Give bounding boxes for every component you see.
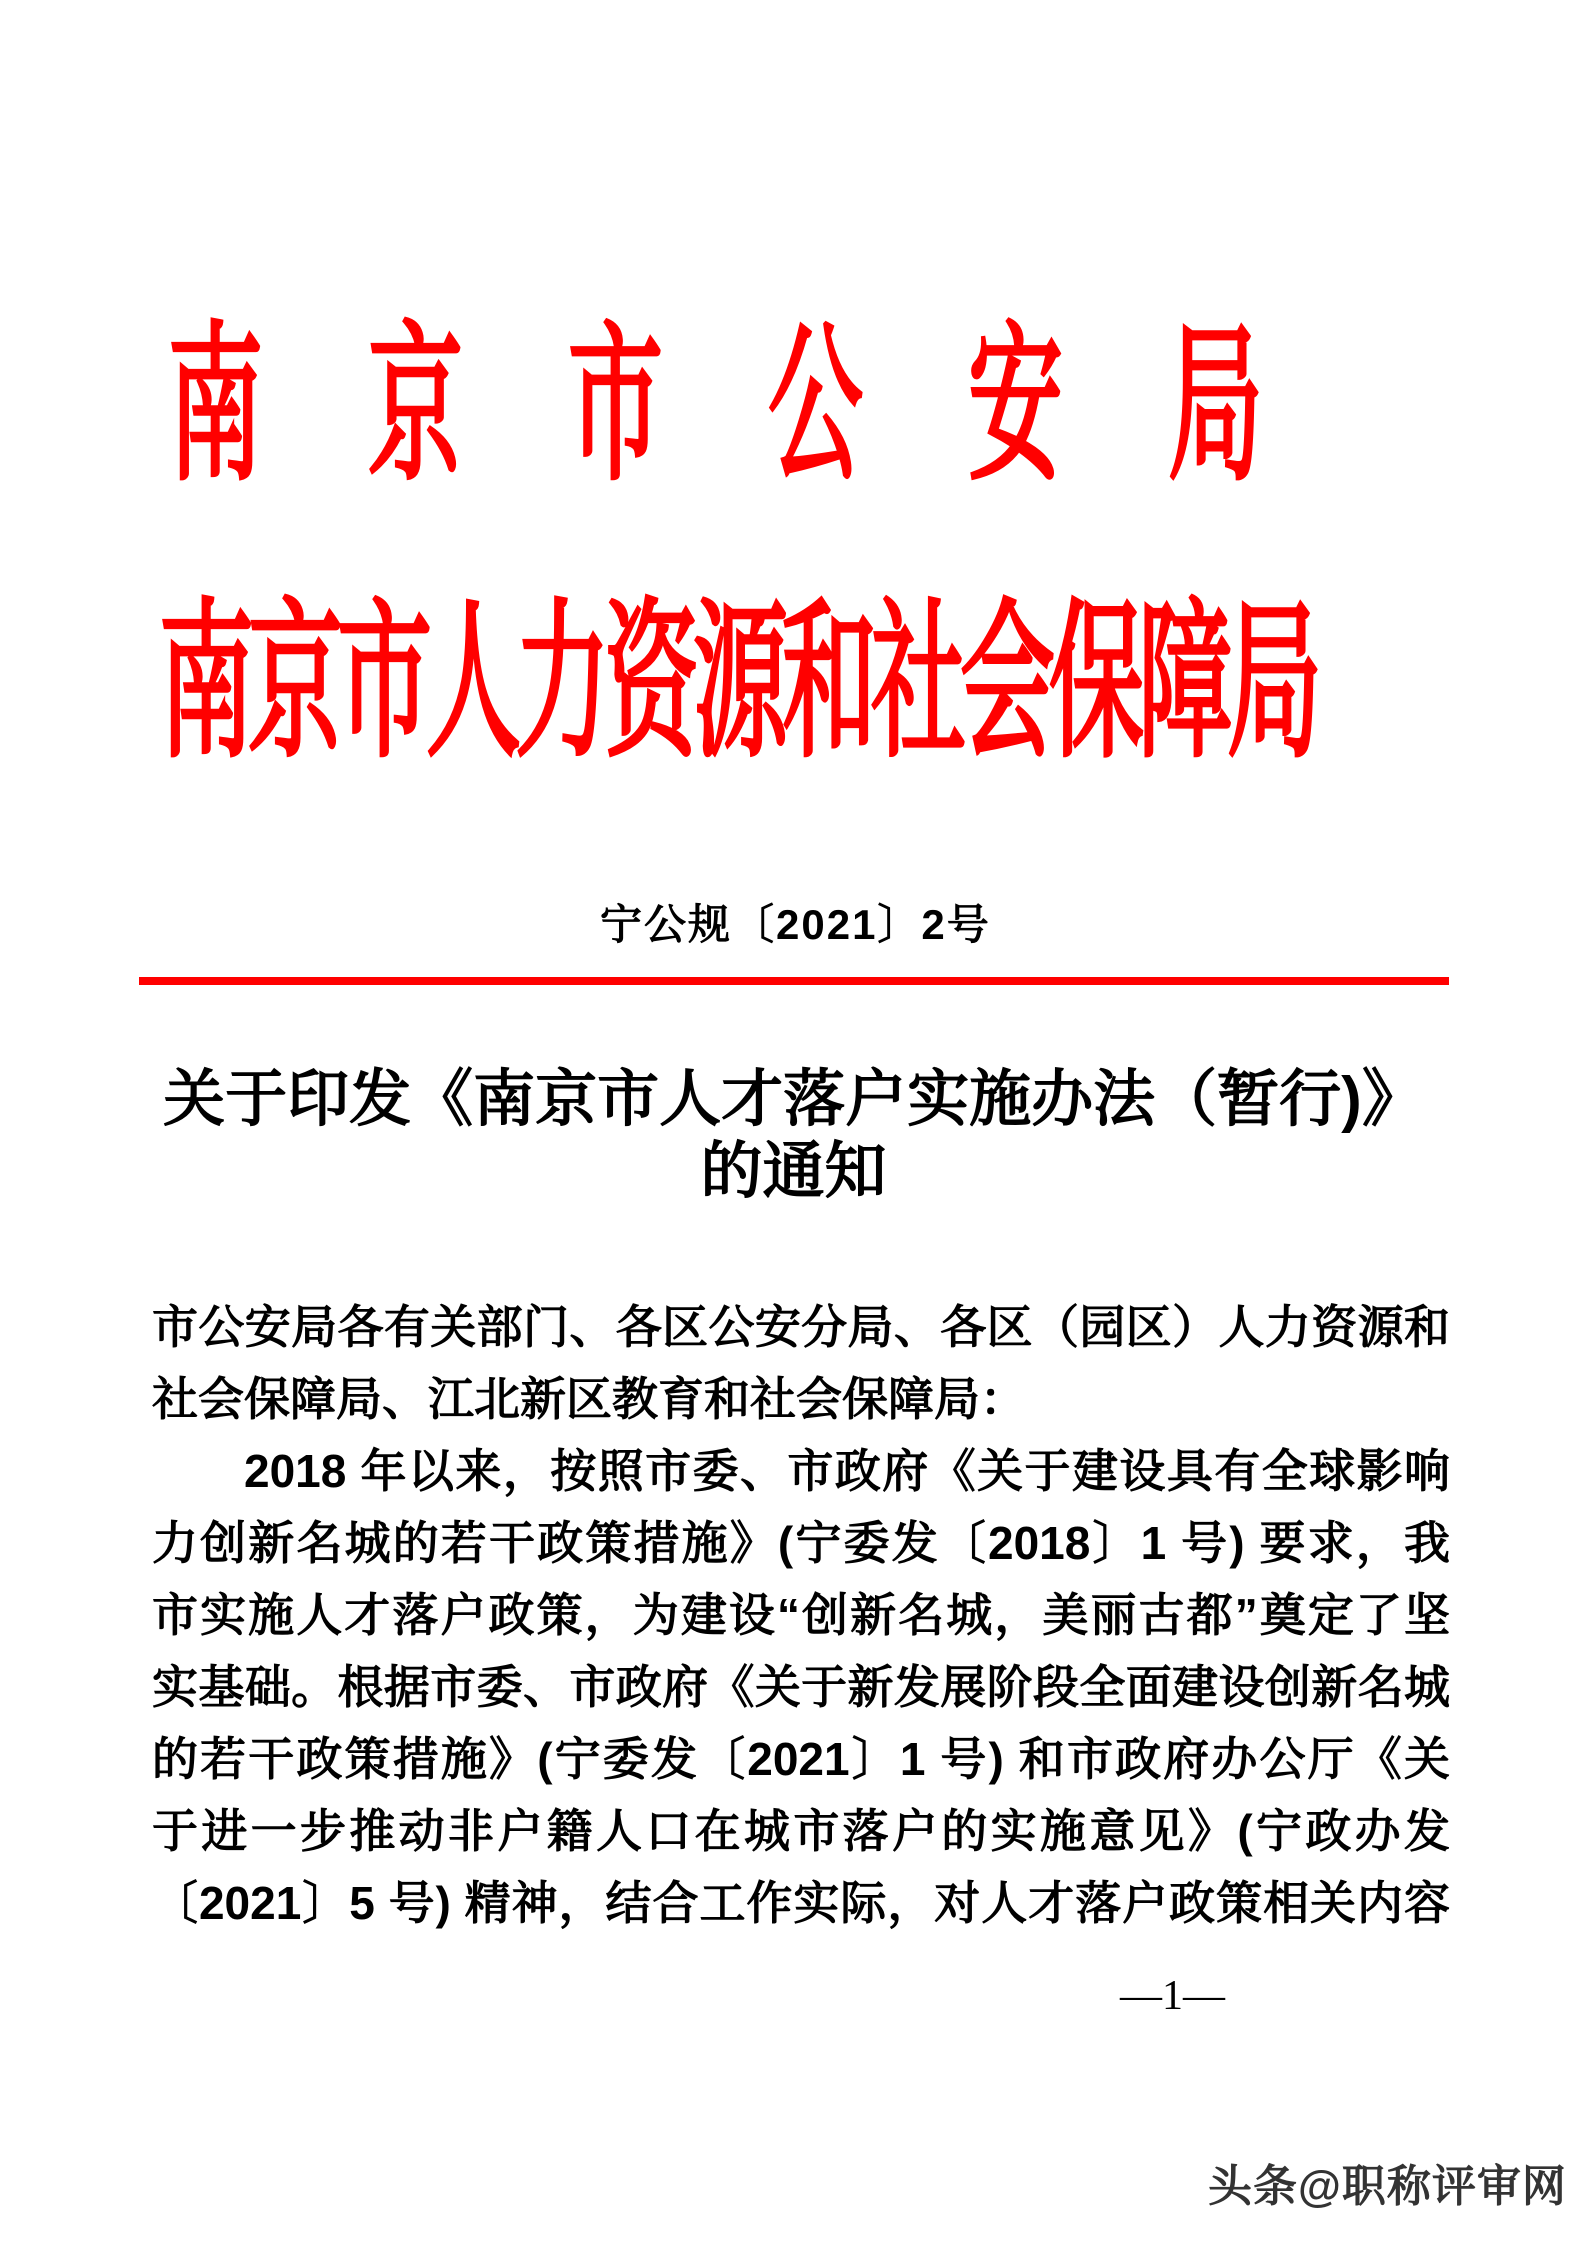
red-divider-line bbox=[139, 977, 1449, 985]
body-line: 于进一步推动非户籍人口在城市落户的实施意见》(宁政办发 bbox=[152, 1805, 1450, 1857]
title-line-2: 的通知 bbox=[700, 1137, 887, 1206]
body-line: 力创新名城的若干政策措施》(宁委发〔2018〕1 号) 要求，我 bbox=[152, 1517, 1450, 1569]
page-number: —1— bbox=[1120, 1973, 1225, 2019]
document-number: 宁公规〔2021〕2号 bbox=[600, 901, 991, 948]
body-line: 〔2021〕5 号) 精神，结合工作实际，对人才落户政策相关内容 bbox=[152, 1877, 1450, 1929]
letterhead-agency-line-1 bbox=[0, 311, 1587, 502]
body-line: 社会保障局、江北新区教育和社会保障局： bbox=[152, 1373, 1026, 1425]
body-line: 市公安局各有关部门、各区公安分局、各区（园区）人力资源和 bbox=[152, 1301, 1450, 1353]
body-line: 2018 年以来，按照市委、市政府《关于建设具有全球影响 bbox=[244, 1445, 1450, 1497]
body-line: 的若干政策措施》(宁委发〔2021〕1 号) 和市政府办公厅《关 bbox=[152, 1733, 1450, 1785]
document-title bbox=[0, 1064, 1587, 1208]
title-line-1: 关于印发《南京市人才落户实施办法（暂行)》 bbox=[163, 1065, 1424, 1134]
watermark-text: 头条@职称评审网 bbox=[1208, 2162, 1567, 2211]
agency-name-public-security-bureau: 南京市公安局 bbox=[167, 311, 1368, 502]
letterhead-agency-line-2 bbox=[0, 588, 1587, 779]
document-body bbox=[152, 1291, 1450, 1939]
body-line: 市实施人才落户政策，为建设“创新名城，美丽古都”奠定了坚 bbox=[152, 1589, 1451, 1641]
agency-name-human-resources-bureau: 南京市人力资源和社会保障局 bbox=[158, 588, 1316, 779]
body-line: 实基础。根据市委、市政府《关于新发展阶段全面建设创新名城 bbox=[152, 1661, 1450, 1713]
